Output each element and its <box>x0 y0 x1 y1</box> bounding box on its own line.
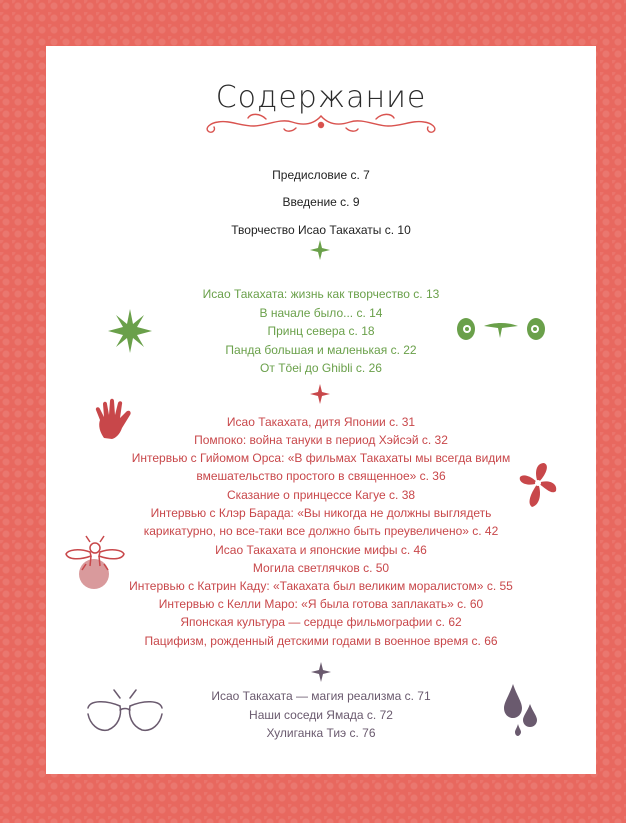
tears-icon <box>504 682 538 738</box>
toc-entry[interactable]: Могила светлячков с. 50 <box>252 561 390 575</box>
toc-entry[interactable]: Панда большая и маленькая с. 22 <box>225 343 417 357</box>
toc-entry[interactable]: В начале было... с. 14 <box>259 306 383 320</box>
toc-entry[interactable]: Сказание о принцессе Кагуе с. 38 <box>226 488 416 502</box>
green-star-divider-icon <box>310 240 330 260</box>
purple-star-divider-icon <box>311 662 331 682</box>
toc-entry[interactable]: Японская культура — сердце фильмографии с. 62 <box>180 615 462 629</box>
toc-entry[interactable]: Интервью с Гийомом Орса: «В фильмах Такахаты мы всегда видим <box>131 451 511 465</box>
toc-entry[interactable]: Интервью с Катрин Каду: «Такахата был великим моралистом» с. 55 <box>129 579 513 593</box>
toc-entry[interactable]: Исао Такахата — магия реализма с. 71 <box>211 689 431 703</box>
red-star-divider-icon <box>310 384 330 404</box>
toc-entry[interactable]: Хулиганка Тиэ с. 76 <box>266 726 376 740</box>
face-outline-icon <box>84 686 166 734</box>
toc-entry[interactable]: Принц севера с. 18 <box>267 324 375 338</box>
toc-entry[interactable]: Творчество Исао Такахаты с. 10 <box>231 223 411 237</box>
toc-entry[interactable]: Введение с. 9 <box>282 195 360 209</box>
hand-icon <box>94 398 144 440</box>
flower-icon <box>516 461 560 511</box>
toc-entry[interactable]: Исао Такахата и японские мифы с. 46 <box>215 543 427 557</box>
toc-entry-continued[interactable]: карикатурно, но все-таки все должно быть преувеличено» с. 42 <box>143 524 499 538</box>
toc-entry[interactable]: Наши соседи Ямада с. 72 <box>249 708 393 722</box>
page-title: Содержание <box>215 80 427 115</box>
toc-entry[interactable]: Интервью с Клэр Барада: «Вы никогда не должны выглядеть <box>150 506 492 520</box>
eyes-icon <box>456 316 548 342</box>
toc-entry[interactable]: Помпоко: война тануки в период Хэйсэй с. 32 <box>194 433 448 447</box>
toc-entry[interactable]: Исао Такахата: жизнь как творчество с. 13 <box>202 287 440 301</box>
toc-entry[interactable]: Интервью с Келли Маро: «Я была готова заплакать» с. 60 <box>158 597 484 611</box>
spiky-sun-icon <box>108 309 152 353</box>
firefly-icon <box>64 534 130 594</box>
toc-entry[interactable]: Пацифизм, рожденный детскими годами в военное время с. 66 <box>144 634 498 648</box>
toc-entry-continued[interactable]: вмешательство простого в священное» с. 36 <box>196 469 446 483</box>
book-page <box>46 46 596 774</box>
toc-entry[interactable]: От Tōei до Ghibli с. 26 <box>260 361 382 375</box>
flourish-ornament-icon <box>196 110 446 136</box>
toc-entry[interactable]: Предисловие с. 7 <box>272 168 370 182</box>
toc-entry[interactable]: Исао Такахата, дитя Японии с. 31 <box>226 415 416 429</box>
